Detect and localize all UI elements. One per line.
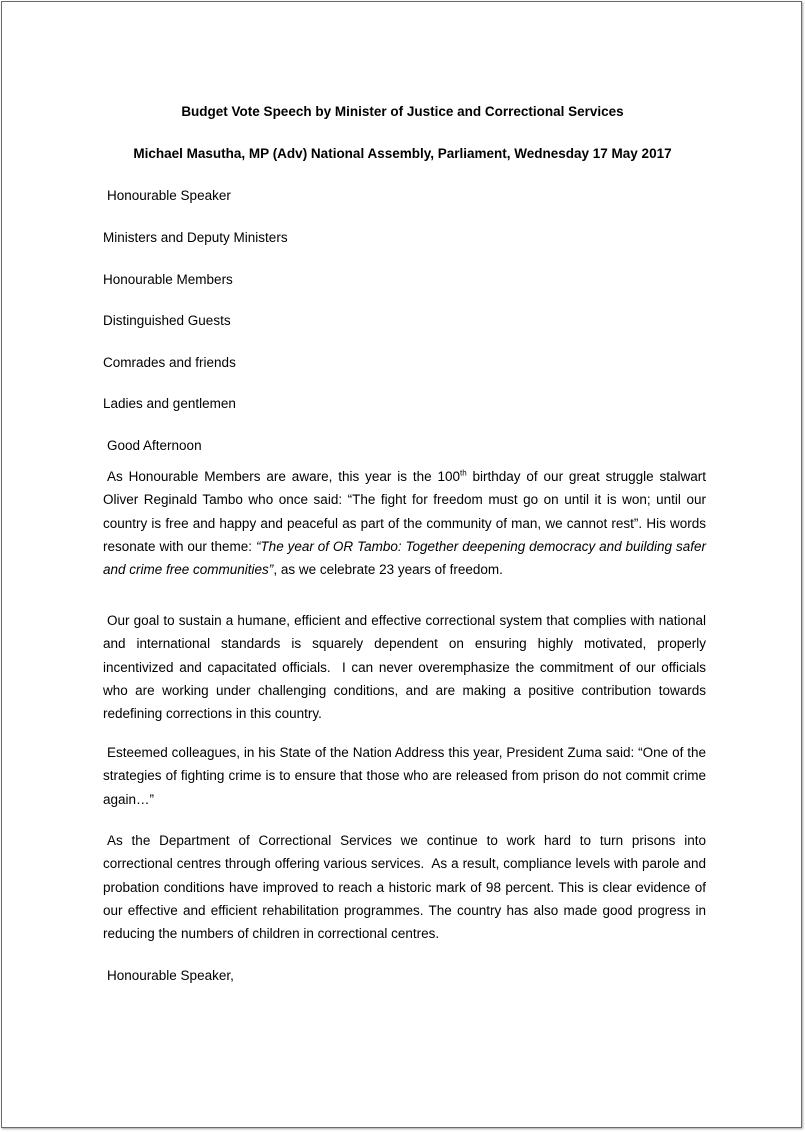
salutation-comrades: Comrades and friends xyxy=(103,355,236,370)
paragraph-state-of-nation xyxy=(103,741,706,811)
document-page xyxy=(1,1,802,1128)
paragraph-tambo-part-a: As Honourable Members are aware, this year is the 100 xyxy=(107,469,460,484)
document-subtitle: Michael Masutha, MP (Adv) National Assembly, Parliament, Wednesday 17 May 2017 xyxy=(133,146,672,161)
salutation-members: Honourable Members xyxy=(103,272,233,287)
paragraph-correctional-services-text: As the Department of Correctional Services we continue to work hard to turn prisons into correctional centres through offering various services. As a result, compliance levels with parole and probation conditions have improved to reach a historic mark of 98 percent. This is clear evidence of our effective and efficient rehabilitation programmes. The country has also made good progress in reducing the numbers of children in correctional centres. xyxy=(103,833,706,942)
paragraph-tambo xyxy=(103,465,706,581)
superscript-th: th xyxy=(459,468,467,478)
salutation-speaker xyxy=(103,188,231,204)
document-title: Budget Vote Speech by Minister of Justice and Correctional Services xyxy=(181,104,624,119)
salutation-ministers: Ministers and Deputy Ministers xyxy=(103,230,288,245)
salutation-ladies: Ladies and gentlemen xyxy=(103,396,236,411)
paragraph-state-of-nation-text: Esteemed colleagues, in his State of the Nation Address this year, President Zuma said: “One of the strategies of fighting crime is to ensure that those who are released from prison do not commit crime again…” xyxy=(103,745,706,807)
paragraph-tambo-part-b: birthday of our great struggle stalwart Oliver Reginald Tambo who once said: “The fight for freedom must go on until it is won; until our country is free and happy and peaceful as part of the community of man, we cannot rest”. His words resonate with our theme: xyxy=(103,469,706,554)
salutation-text: Honourable Speaker xyxy=(107,188,231,203)
closing-salutation xyxy=(103,968,234,984)
greeting xyxy=(103,438,202,454)
paragraph-correctional-services xyxy=(103,829,706,945)
paragraph-tambo-part-c: , as we celebrate 23 years of freedom. xyxy=(273,562,503,578)
salutation-guests: Distinguished Guests xyxy=(103,313,231,328)
paragraph-goal-text: Our goal to sustain a humane, efficient and effective correctional system that complies with national and international standards is squarely dependent on ensuring highly motivated, properly incentivized and capacitated officials. I can never overemphasize the commitment of our officials who are working under challenging conditions, and are making a positive contribution towards redefining corrections in this country. xyxy=(103,613,706,722)
greeting-text: Good Afternoon xyxy=(107,438,202,453)
closing-text: Honourable Speaker, xyxy=(107,968,234,983)
paragraph-goal xyxy=(103,609,706,725)
theme-quote: “The year of OR Tambo: Together deepening democracy and building safer and crime free communities” xyxy=(103,538,706,578)
